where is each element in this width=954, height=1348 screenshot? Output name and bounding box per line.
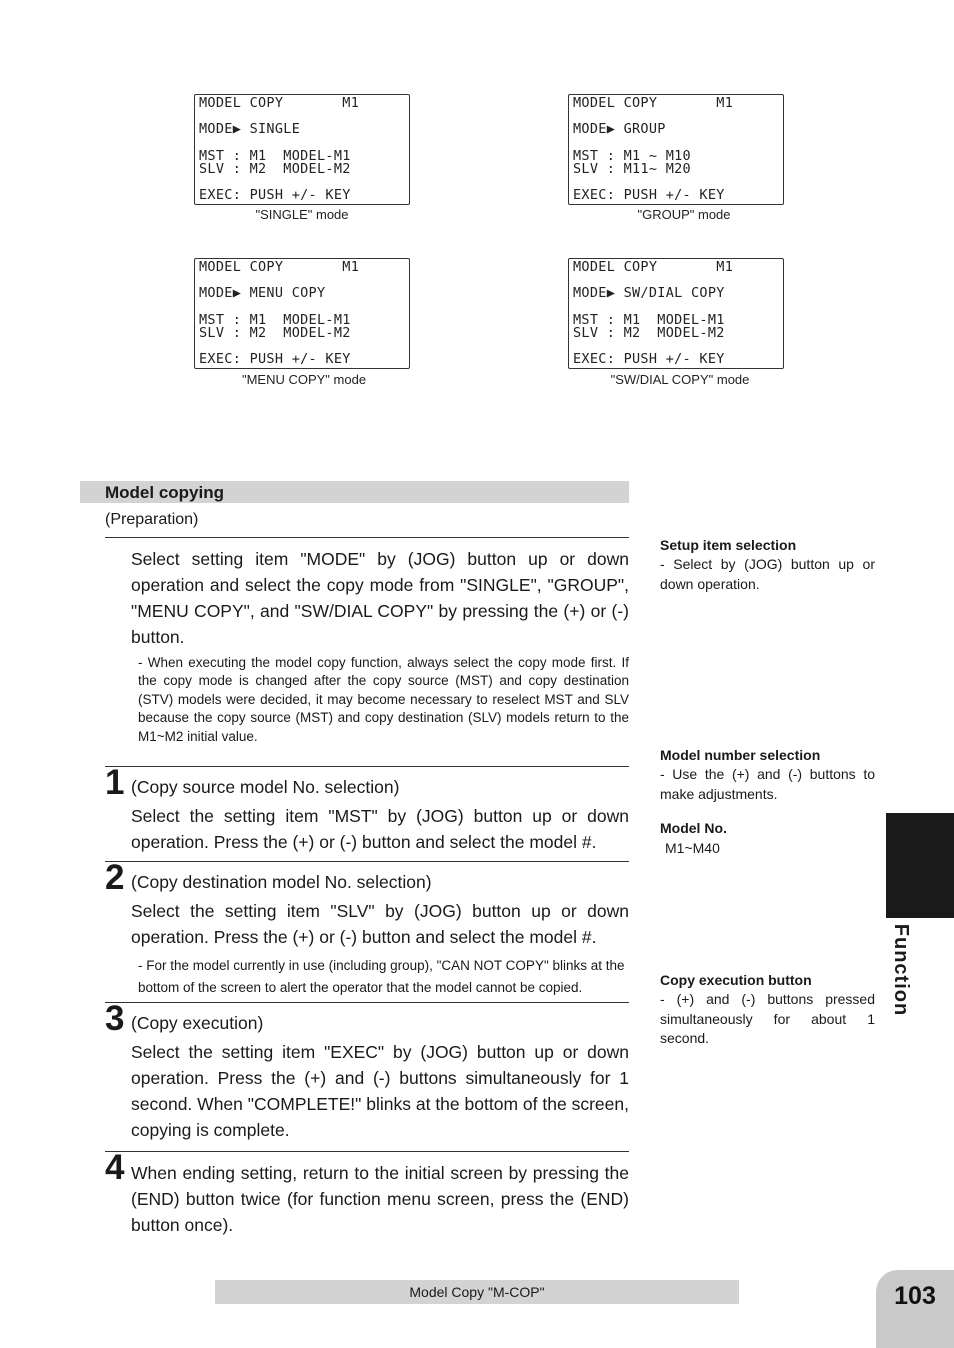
side-text-model-no: M1~M40 xyxy=(665,840,720,856)
step-heading: (Copy source model No. selection) xyxy=(131,777,400,797)
step-text: Select the setting item "SLV" by (JOG) button up or down operation. Press the (+) or (-) button and select the model #. xyxy=(131,901,629,947)
lcd-line: EXEC: PUSH +/- KEY xyxy=(199,351,351,367)
lcd-line: EXEC: PUSH +/- KEY xyxy=(199,187,351,203)
preparation-text: Select setting item "MODE" by (JOG) button up or down operation and select the copy mode from "SINGLE", "GROUP", "MENU COPY", and "SW/DIAL COPY" by pressing the (+) or (-) button. xyxy=(131,549,629,647)
lcd-caption-menu-copy: "MENU COPY" mode xyxy=(241,372,367,387)
step-number: 3 xyxy=(105,999,125,1038)
side-heading-copy-execution: Copy execution button xyxy=(660,972,812,988)
page-number-tab xyxy=(876,1270,954,1348)
lcd-line: MODE▶ MENU COPY xyxy=(199,285,326,301)
lcd-screen-group xyxy=(568,94,784,205)
divider xyxy=(105,861,629,862)
side-heading-model-no: Model No. xyxy=(660,820,727,836)
lcd-line: MODEL COPY M1 xyxy=(199,95,360,111)
side-text-model-number: - Use the (+) and (-) buttons to make adjustments. xyxy=(660,766,875,802)
preparation-label: (Preparation) xyxy=(105,511,199,528)
lcd-line: MODEL COPY M1 xyxy=(199,259,360,275)
step-number: 2 xyxy=(105,858,125,897)
lcd-screen-sw-dial-copy xyxy=(568,258,784,369)
lcd-line: MODE▶ GROUP xyxy=(573,121,666,137)
divider xyxy=(105,766,629,767)
lcd-line: EXEC: PUSH +/- KEY xyxy=(573,187,725,203)
page-number: 103 xyxy=(894,1282,936,1310)
lcd-line: SLV : M2 MODEL-M2 xyxy=(199,161,351,177)
lcd-caption-sw-dial-copy: "SW/DIAL COPY" mode xyxy=(610,372,750,387)
divider xyxy=(105,1002,629,1003)
lcd-line: MODE▶ SINGLE xyxy=(199,121,301,137)
step-text: When ending setting, return to the initial screen by pressing the (END) button twice (for function menu screen, press the (END) button once). xyxy=(131,1163,629,1235)
side-heading-model-number: Model number selection xyxy=(660,747,821,763)
side-text-setup-item: - Select by (JOG) button up or down operation. xyxy=(660,556,875,592)
preparation-note: - When executing the model copy function, always select the copy mode first. If the copy mode is changed after the copy source (MST) and copy destination (STV) models were decided, it may become necessary to reselect MST and SLV because the copy source (MST) and copy destination (SLV) models return to the M1~M2 initial value. xyxy=(138,655,629,744)
lcd-line: MST : M1 ~ M10 xyxy=(573,148,691,164)
lcd-line: SLV : M2 MODEL-M2 xyxy=(199,325,351,341)
step-number: 4 xyxy=(105,1148,125,1187)
step-number: 1 xyxy=(105,763,125,802)
lcd-screen-single xyxy=(194,94,410,205)
lcd-line: EXEC: PUSH +/- KEY xyxy=(573,351,725,367)
step-heading: (Copy execution) xyxy=(131,1013,264,1033)
footer-title: Model Copy "M-COP" xyxy=(215,1280,739,1304)
section-header xyxy=(80,481,629,503)
side-text-copy-execution: - (+) and (-) buttons pressed simultaneously for about 1 second. xyxy=(660,991,875,1046)
lcd-line: MST : M1 MODEL-M1 xyxy=(199,312,351,328)
lcd-line: MODEL COPY M1 xyxy=(573,95,734,111)
step-note: - For the model currently in use (including group), "CAN NOT COPY" blinks at the bottom of the screen to alert the operator that the model cannot be copied. xyxy=(138,958,625,995)
lcd-screen-menu-copy xyxy=(194,258,410,369)
lcd-line: MODEL COPY M1 xyxy=(573,259,734,275)
lcd-line: SLV : M2 MODEL-M2 xyxy=(573,325,725,341)
step-text: Select the setting item "MST" by (JOG) button up or down operation. Press the (+) or (-) button and select the model #. xyxy=(131,806,629,852)
chapter-tab xyxy=(886,813,954,918)
divider xyxy=(105,1151,629,1152)
lcd-caption-single: "SINGLE" mode xyxy=(255,207,349,222)
lcd-line: MST : M1 MODEL-M1 xyxy=(573,312,725,328)
side-heading-setup-item: Setup item selection xyxy=(660,537,797,553)
section-title: Model copying xyxy=(105,483,224,502)
divider xyxy=(105,537,629,538)
lcd-caption-group: "GROUP" mode xyxy=(637,207,731,222)
lcd-line: MODE▶ SW/DIAL COPY xyxy=(573,285,725,301)
step-text: Select the setting item "EXEC" by (JOG) button up or down operation. Press the (+) and (-) buttons simultaneously for 1 second. When "COMPLETE!" blinks at the bottom of the screen, copying is complete. xyxy=(131,1042,629,1140)
chapter-label: Function xyxy=(890,923,912,1017)
lcd-line: SLV : M11~ M20 xyxy=(573,161,691,177)
lcd-line: MST : M1 MODEL-M1 xyxy=(199,148,351,164)
step-heading: (Copy destination model No. selection) xyxy=(131,872,432,892)
